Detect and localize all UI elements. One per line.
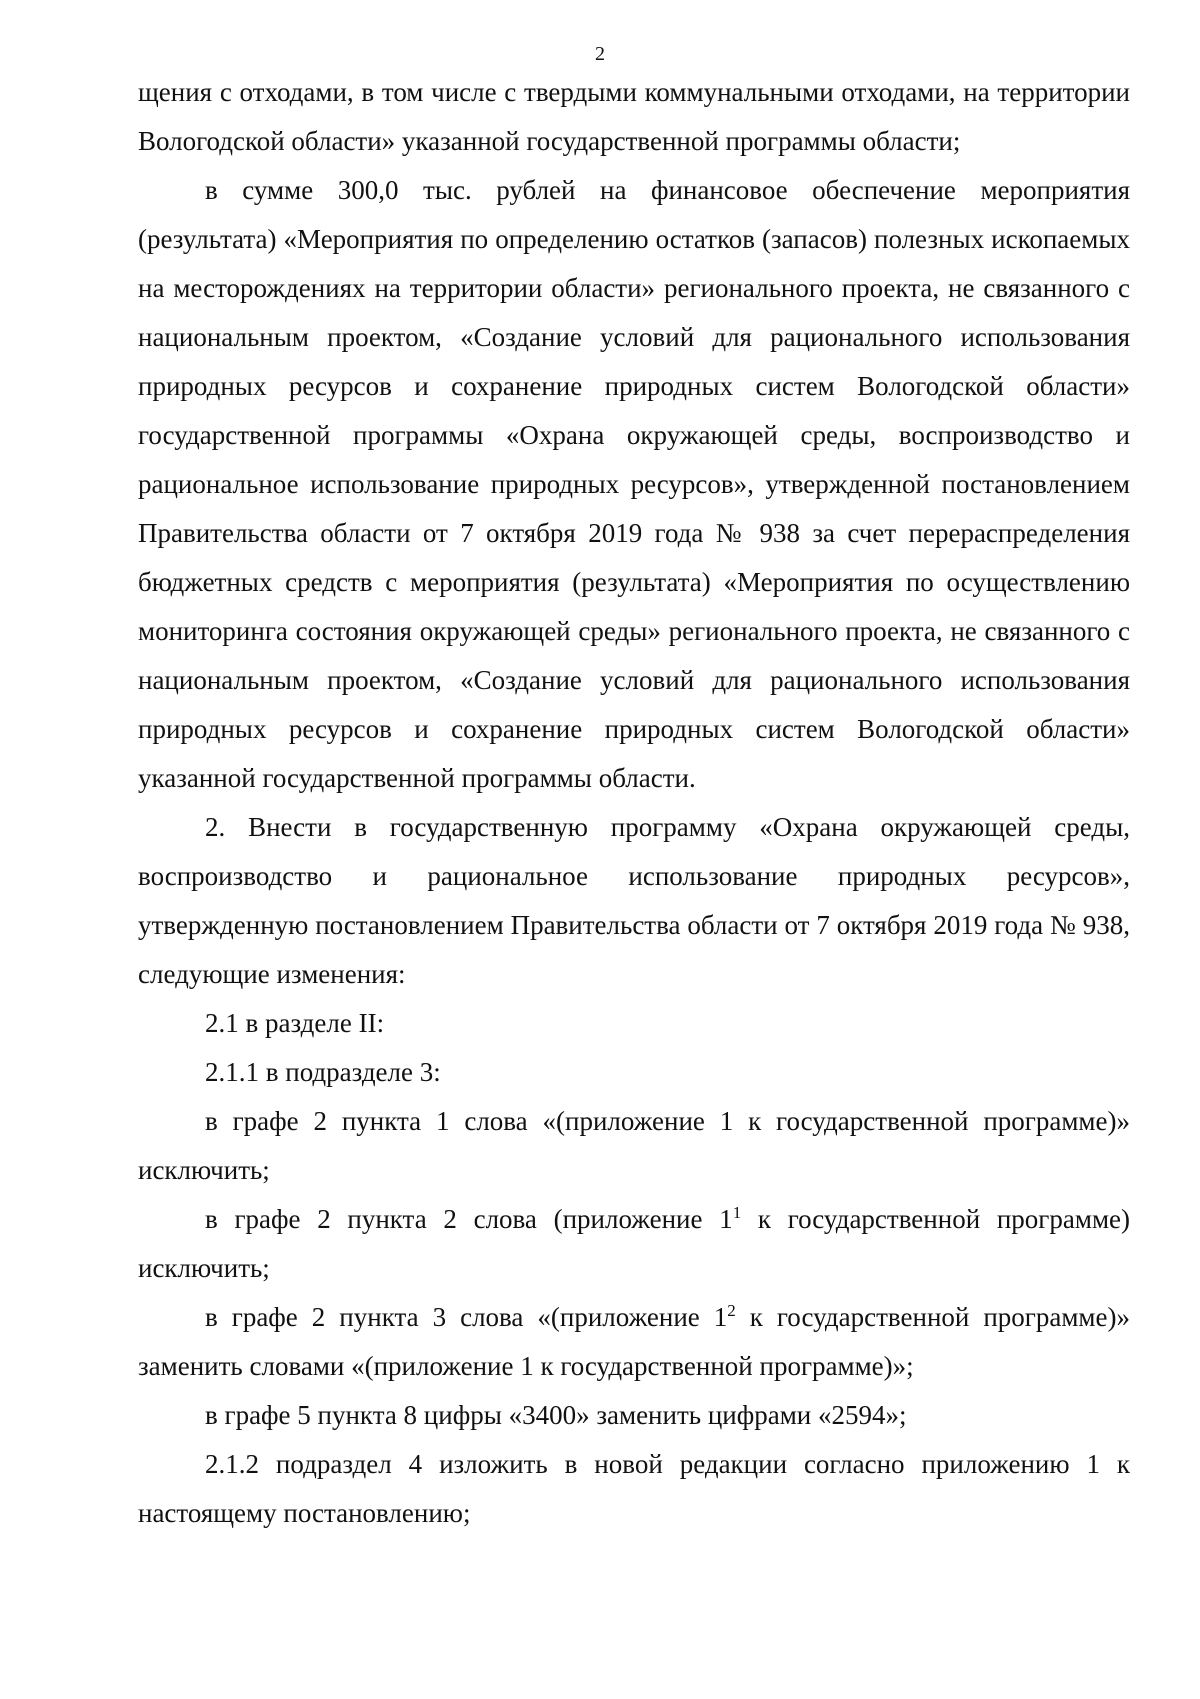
superscript: 2: [727, 1301, 736, 1320]
paragraph-text: в графе 5 пункта 8 цифры «3400» заменить цифрами «2594»;: [205, 1400, 907, 1430]
paragraph-text: в графе 2 пункта 2 слова (приложение 1: [205, 1204, 733, 1234]
paragraph-text: щения с отходами, в том числе с твердыми коммунальными отходами, на территории Вологодской области» указанной государственной программы области;: [138, 77, 1130, 156]
paragraph-text: 2.1.1 в подразделе 3:: [205, 1057, 441, 1087]
paragraph-funding: [138, 166, 1130, 803]
paragraph-text: 2.1.2 подраздел 4 изложить в новой редакции согласно приложению 1 к настоящему постановлению;: [138, 1449, 1130, 1528]
paragraph-item-2: [138, 803, 1130, 999]
paragraph-text: в графе 2 пункта 1 слова «(приложение 1 к государственной программе)» исключить;: [138, 1106, 1130, 1185]
page-number: 2: [595, 43, 605, 65]
paragraph-text: к государственной программе)» заменить словами «(приложение 1 к государственной программе)»;: [138, 1302, 1130, 1381]
paragraph-item-2-1-2: [138, 1440, 1130, 1538]
paragraph-text: в сумме 300,0 тыс. рублей на финансовое обеспечение мероприятия (результата) «Мероприятия по определению остатков (запасов) полезных ископаемых на месторождениях на территории области» регионального проекта, не связанного с национальным проектом, «Создание условий для рационального использования природных ресурсов и сохранение природных систем Вологодской области» государственной программы «Охрана окружающей среды, воспроизводство и рациональное использование природных ресурсов», утвержденной постановлением Правительства области от 7 октября 2019 года № 938 за счет перераспределения бюджетных средств с мероприятия (результата) «Мероприятия по осуществлению мониторинга состояния окружающей среды» регионального проекта, не связанного с национальным проектом, «Создание условий для рационального использования природных ресурсов и сохранение природных систем Вологодской области» указанной государственной программы области.: [138, 175, 1130, 793]
superscript: 1: [732, 1203, 742, 1222]
paragraph-text: к государственной программе) исключить;: [138, 1204, 1131, 1283]
paragraph-column-2-point-3: [138, 1293, 1130, 1391]
document-body: [138, 68, 1130, 1538]
paragraph-text: в графе 2 пункта 3 слова «(приложение 1: [205, 1302, 728, 1332]
paragraph-column-2-point-1: [138, 1097, 1130, 1195]
paragraph-column-5-point-8: [138, 1391, 1130, 1440]
paragraph-continuation: [138, 68, 1130, 166]
paragraph-text: 2.1 в разделе II:: [205, 1008, 385, 1038]
paragraph-item-2-1: [138, 999, 1130, 1048]
paragraph-column-2-point-2: [138, 1195, 1130, 1293]
paragraph-item-2-1-1: [138, 1048, 1130, 1097]
paragraph-text: 2. Внести в государственную программу «Охрана окружающей среды, воспроизводство и рациональное использование природных ресурсов», утвержденную постановлением Правительства области от 7 октября 2019 года № 938, следующие изменения:: [138, 812, 1130, 989]
